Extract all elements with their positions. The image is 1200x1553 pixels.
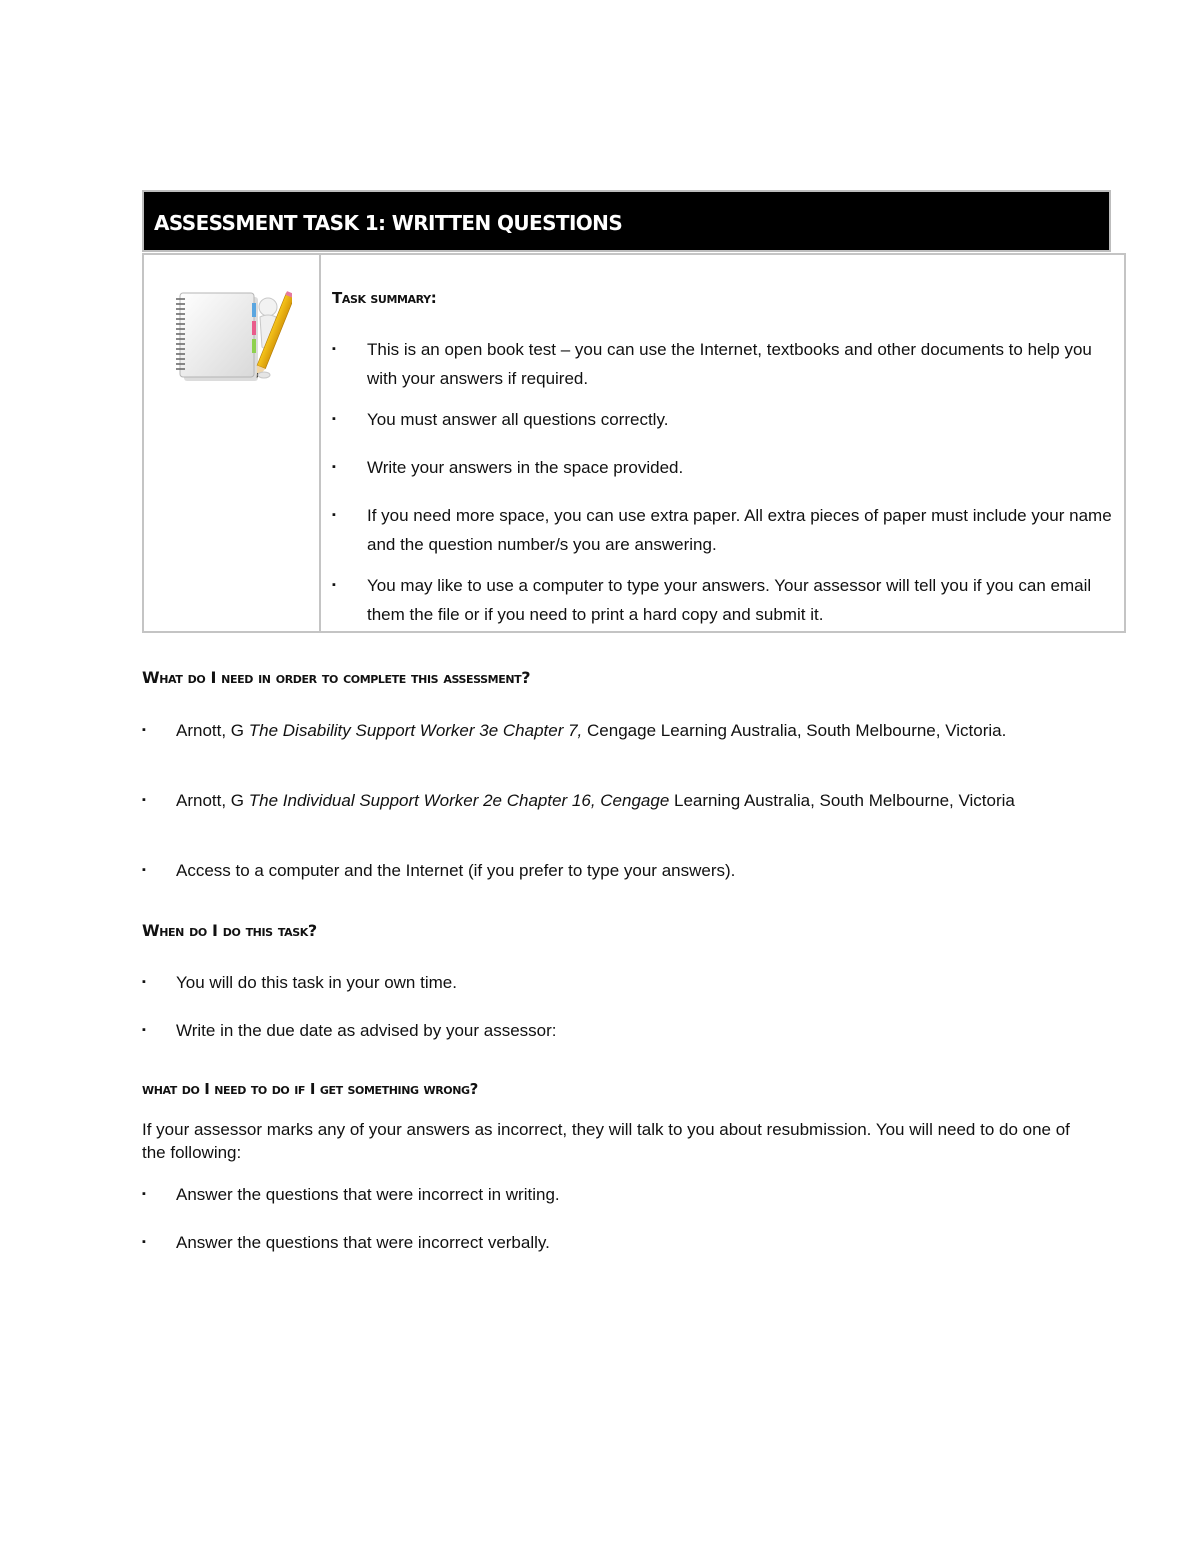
reference-author: Arnott, G — [176, 791, 249, 810]
when-list — [142, 968, 1042, 1048]
reference-author: Arnott, G — [176, 721, 249, 740]
notebook-pencil-icon — [172, 289, 292, 385]
bullet-marker: ▪ — [142, 1188, 146, 1200]
list-item-text: If you need more space, you can use extra paper. All extra pieces of paper must include your name and the question number/s you are answering. — [367, 506, 1112, 554]
bullet-marker: ▪ — [142, 724, 146, 736]
list-item-text: Answer the questions that were incorrect verbally. — [176, 1233, 550, 1252]
list-item-text — [176, 716, 1046, 745]
task-summary-heading: Task summary: — [332, 289, 437, 307]
bullet-marker: ▪ — [142, 864, 146, 876]
list-item-text — [176, 786, 1046, 815]
needs-heading: What do I need in order to complete this assessment? — [142, 668, 531, 687]
reference-publisher: Learning Australia, South Melbourne, Victoria — [669, 791, 1015, 810]
resubmission-paragraph: If your assessor marks any of your answers as incorrect, they will talk to you about resubmission. You will need to do one of the following: — [142, 1120, 1070, 1162]
list-item-text: Write in the due date as advised by your assessor: — [176, 1021, 557, 1040]
bullet-marker: ▪ — [142, 1024, 146, 1036]
list-item-text: This is an open book test – you can use the Internet, textbooks and other documents to help you with your answers if required. — [367, 340, 1092, 388]
task-summary-list — [332, 335, 1112, 635]
bullet-marker: ▪ — [332, 413, 336, 425]
bullet-marker: ▪ — [332, 509, 336, 521]
list-item-text: You must answer all questions correctly. — [367, 410, 669, 429]
reference-title: The Individual Support Worker 2e Chapter 16, Cengage — [248, 791, 670, 810]
assessment-title: ASSESSMENT TASK 1: WRITTEN QUESTIONS — [154, 211, 623, 235]
bullet-marker: ▪ — [142, 794, 146, 806]
bullet-marker: ▪ — [142, 976, 146, 988]
reference-publisher: Cengage Learning Australia, South Melbourne, Victoria. — [582, 721, 1007, 740]
list-item-text: You will do this task in your own time. — [176, 973, 457, 992]
when-heading: When do I do this task? — [142, 921, 317, 940]
list-item-text: Access to a computer and the Internet (if you prefer to type your answers). — [176, 861, 736, 880]
task-box-divider — [319, 255, 321, 631]
bullet-marker: ▪ — [142, 1236, 146, 1248]
list-item-text: Write your answers in the space provided. — [367, 458, 684, 477]
wrong-list — [142, 1180, 1042, 1260]
list-item-text: Answer the questions that were incorrect in writing. — [176, 1185, 560, 1204]
task-summary-box — [142, 253, 1126, 633]
bullet-marker: ▪ — [332, 343, 336, 355]
reference-title: The Disability Support Worker 3e Chapter 7, — [248, 721, 583, 740]
needs-list — [142, 716, 1042, 896]
wrong-heading: what do I need to do if I get something wrong? — [142, 1080, 478, 1098]
bullet-marker: ▪ — [332, 579, 336, 591]
bullet-marker: ▪ — [332, 461, 336, 473]
assessment-title-bar — [142, 190, 1111, 252]
list-item-text: You may like to use a computer to type your answers. Your assessor will tell you if you can email them the file or if you need to print a hard copy and submit it. — [367, 576, 1092, 624]
